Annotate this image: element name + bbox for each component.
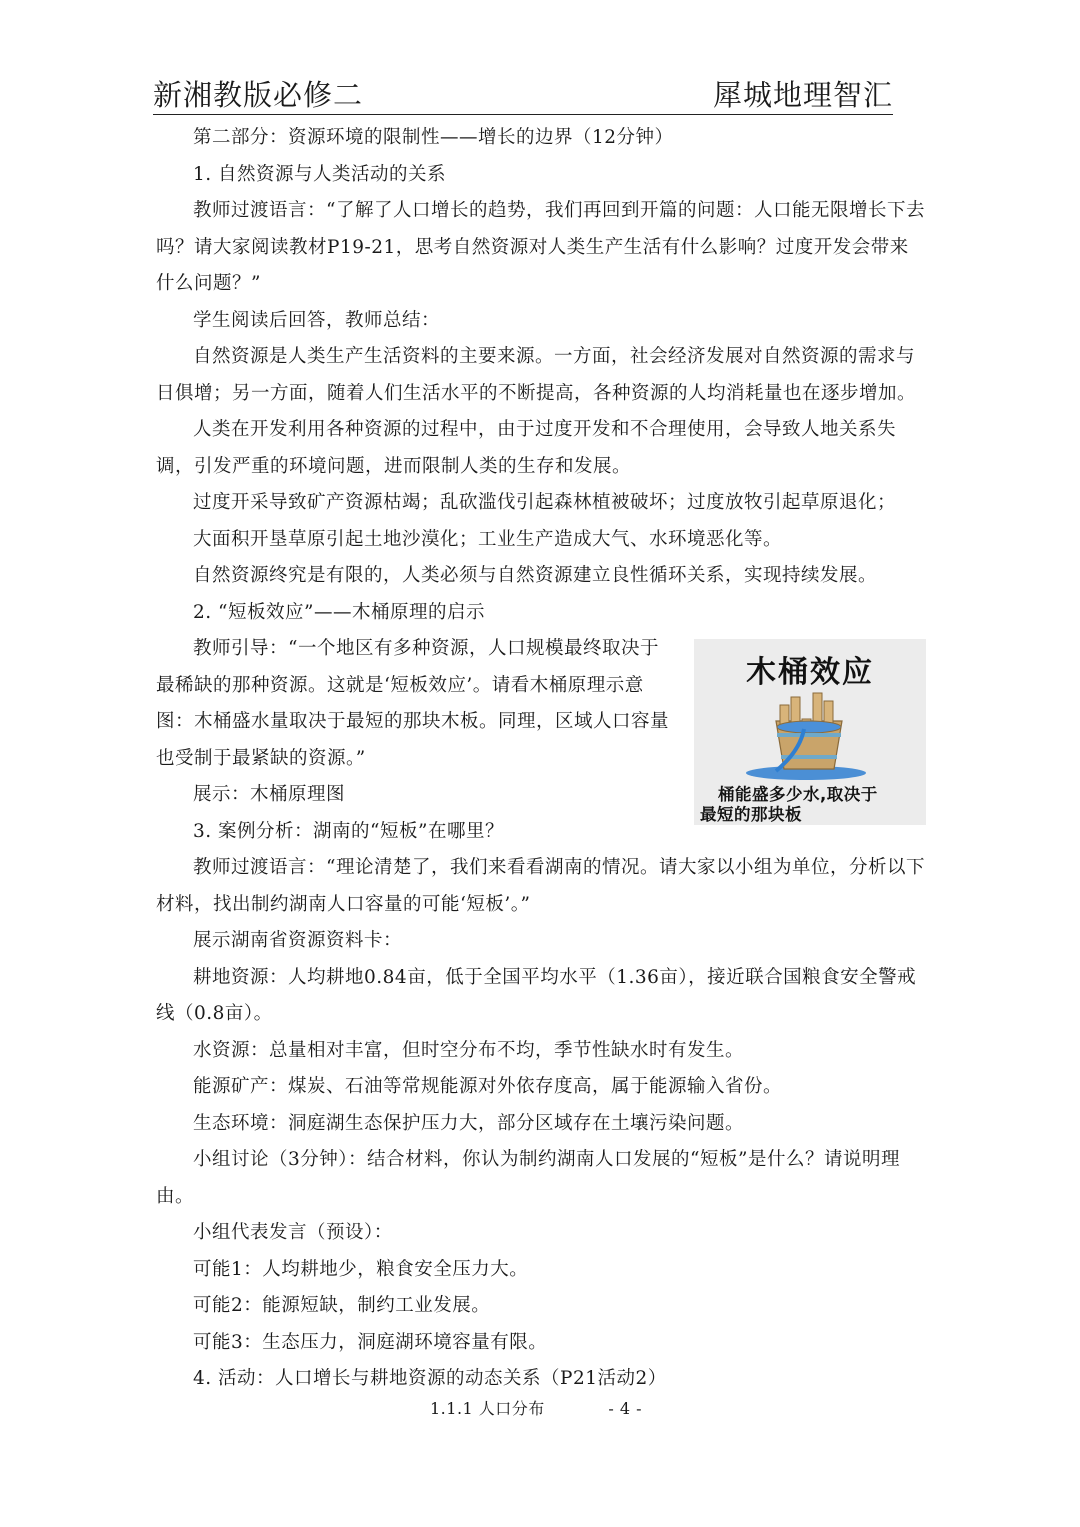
paragraph: 可能2：能源短缺，制约工业发展。: [193, 1295, 491, 1316]
subheading-3: 3. 案例分析：湖南的“短板”在哪里？: [193, 820, 504, 842]
subheading-2: 2. “短板效应”——木桶原理的启示: [193, 601, 485, 623]
paragraph: 小组代表发言（预设）：: [193, 1222, 393, 1243]
paragraph: 可能3：生态压力，洞庭湖环境容量有限。: [193, 1331, 548, 1353]
paragraph: 教师过渡语言：“了解了人口增长的趋势，我们再回到开篇的问题：人口能无限增长下去吗？请大家阅读教材P19-21，思考自然资源对人类生产生活有什么影响？过度开发会带来什么问题？”: [156, 200, 925, 294]
barrel-effect-figure: [694, 639, 926, 825]
paragraph: 学生阅读后回答，教师总结：: [193, 309, 441, 331]
header-left-title: 新湘教版必修二: [153, 78, 364, 112]
paragraph: 小组讨论（3分钟）：结合材料，你认为制约湖南人口发展的“短板”是什么？请说明理由。: [156, 1149, 900, 1207]
paragraph: 展示：木桶原理图: [193, 784, 346, 805]
wooden-barrel-illustration: [746, 691, 876, 781]
paragraph: 大面积开垦草原引起土地沙漠化；工业生产造成大气、水环境恶化等。: [193, 528, 783, 550]
paragraph: 可能1：人均耕地少，粮食安全压力大。: [193, 1258, 529, 1280]
figure-caption-line-2: 最短的那块板: [700, 805, 802, 824]
figure-caption-line-1: 桶能盛多少水,取决于: [718, 785, 878, 804]
paragraph: 展示湖南省资源资料卡：: [193, 930, 403, 951]
paragraph: 生态环境：洞庭湖生态保护压力大，部分区域存在土壤污染问题。: [193, 1112, 745, 1134]
header-right-title: 犀城地理智汇: [712, 78, 893, 112]
subheading-1: 1. 自然资源与人类活动的关系: [193, 163, 447, 185]
paragraph: 过度开采导致矿产资源枯竭；乱砍滥伐引起森林植被破坏；过度放牧引起草原退化；: [193, 492, 897, 513]
paragraph: 自然资源是人类生产生活资料的主要来源。一方面，社会经济发展对自然资源的需求与日俱增；另一方面，随着人们生活水平的不断提高，各种资源的人均消耗量也在逐步增加。: [156, 346, 917, 404]
paragraph: 耕地资源：人均耕地0.84亩，低于全国平均水平（1.36亩），接近联合国粮食安全警戒线（0.8亩）。: [156, 966, 917, 1024]
paragraph: 自然资源终究是有限的，人类必须与自然资源建立良性循环关系，实现持续发展。: [193, 565, 878, 586]
document-body: [156, 120, 926, 1398]
section-heading: 第二部分：资源环境的限制性——增长的边界（12分钟）: [193, 127, 674, 148]
page-footer: [430, 1396, 642, 1419]
footer-section: 1.1.1 人口分布: [430, 1399, 545, 1418]
paragraph: 水资源：总量相对丰富，但时空分布不均，季节性缺水时有发生。: [193, 1039, 745, 1061]
paragraph: 教师引导：“一个地区有多种资源，人口规模最终取决于最稀缺的那种资源。这就是‘短板效应’。请看木桶原理示意图：木桶盛水量取决于最短的那块木板。同理，区域人口容量也受制于最紧缺的资源。”: [156, 638, 670, 769]
page-number: - 4 -: [608, 1399, 643, 1418]
subheading-4: 4. 活动：人口增长与耕地资源的动态关系（P21活动2）: [193, 1368, 667, 1389]
page-header: [153, 76, 893, 115]
paragraph: 能源矿产：煤炭、石油等常规能源对外依存度高，属于能源输入省份。: [193, 1076, 783, 1097]
figure-title: 木桶效应: [746, 655, 874, 690]
paragraph: 人类在开发利用各种资源的过程中，由于过度开发和不合理使用，会导致人地关系失调，引发严重的环境问题，进而限制人类的生存和发展。: [156, 419, 897, 477]
paragraph: 教师过渡语言：“理论清楚了，我们来看看湖南的情况。请大家以小组为单位，分析以下材料，找出制约湖南人口容量的可能‘短板’。”: [156, 857, 925, 915]
